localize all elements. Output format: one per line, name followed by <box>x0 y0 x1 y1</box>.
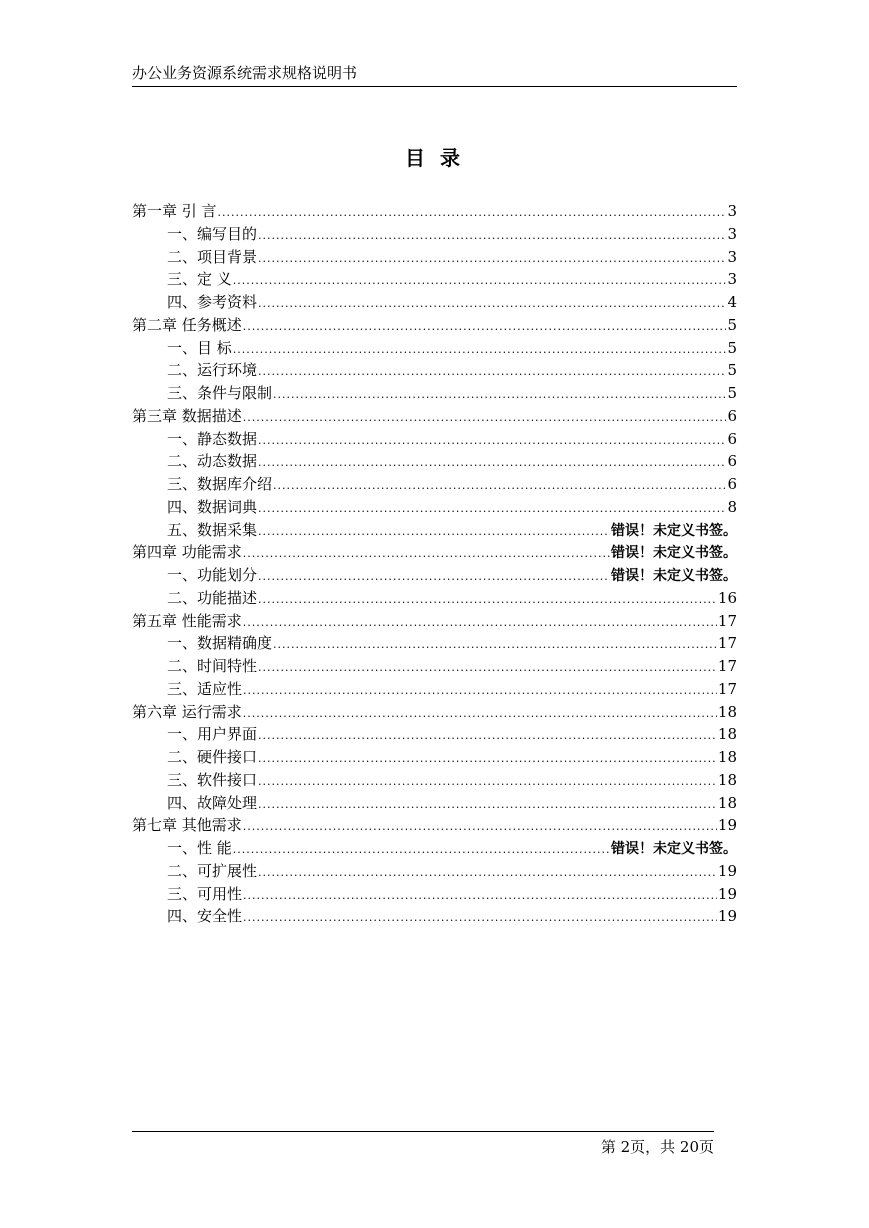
toc-section-entry[interactable] <box>132 860 737 883</box>
toc-dot-leader <box>243 680 717 703</box>
toc-section-entry[interactable] <box>132 655 737 678</box>
toc-page-number: 19 <box>717 907 737 926</box>
toc-section-entry[interactable] <box>132 792 737 815</box>
toc-entry-label: 二、硬件接口 <box>167 748 258 766</box>
toc-entry-label: 一、编写目的 <box>167 224 258 243</box>
toc-entry-label: 二、可扩展性 <box>167 861 258 880</box>
toc-entry-label: 一、用户界面 <box>167 725 258 744</box>
toc-dot-leader <box>258 862 717 885</box>
toc-dot-leader <box>233 270 727 293</box>
toc-dot-leader <box>243 703 717 726</box>
toc-page-number: 17 <box>717 634 737 653</box>
toc-section-entry[interactable] <box>132 837 737 860</box>
toc-page-number: 6 <box>727 475 737 493</box>
toc-dot-leader <box>243 407 727 430</box>
toc-entry-label: 三、数据库介绍 <box>167 475 273 493</box>
toc-entry-label: 第三章 数据描述 <box>132 406 242 425</box>
toc-page-number: 18 <box>717 770 737 789</box>
toc-bookmark-error: 错误！未定义书签。 <box>611 522 737 539</box>
toc-dot-leader <box>233 339 727 362</box>
toc-dot-leader <box>258 430 726 453</box>
toc-dot-leader <box>243 907 717 930</box>
toc-dot-leader <box>258 657 717 680</box>
toc-dot-leader <box>243 612 717 635</box>
toc-entry-label: 二、运行环境 <box>167 361 258 380</box>
toc-entry-label: 三、软件接口 <box>167 770 258 789</box>
toc-entry-label: 二、项目背景 <box>167 247 258 266</box>
toc-section-entry[interactable] <box>132 223 737 246</box>
toc-entry-label: 第六章 运行需求 <box>132 702 242 721</box>
toc-entry-label: 第七章 其他需求 <box>132 816 242 835</box>
toc-dot-leader <box>243 316 727 339</box>
toc-section-entry[interactable] <box>132 564 737 587</box>
toc-chapter-entry[interactable] <box>132 200 737 223</box>
toc-entry-label: 二、时间特性 <box>167 657 258 675</box>
toc-entry-label: 二、功能描述 <box>167 588 258 607</box>
toc-page-number: 17 <box>717 657 737 675</box>
toc-page-number: 18 <box>717 793 737 812</box>
toc-page-number: 18 <box>717 725 737 744</box>
toc-page-number: 17 <box>717 611 737 630</box>
toc-dot-leader <box>258 361 726 384</box>
toc-entry-label: 第四章 功能需求 <box>132 543 242 562</box>
toc-page-number: 16 <box>717 588 737 607</box>
toc-chapter-entry[interactable] <box>132 610 737 633</box>
toc-dot-leader <box>258 293 726 316</box>
toc-entry-label: 三、定 义 <box>167 270 232 289</box>
toc-entry-label: 第五章 性能需求 <box>132 611 242 630</box>
toc-page-number: 18 <box>717 748 737 766</box>
toc-dot-leader <box>258 589 717 612</box>
toc-dot-leader <box>243 816 717 839</box>
toc-page-number: 3 <box>727 224 737 243</box>
toc-section-entry[interactable] <box>132 519 737 542</box>
toc-dot-leader <box>258 725 717 748</box>
toc-chapter-entry[interactable] <box>132 541 737 564</box>
toc-section-entry[interactable] <box>132 905 737 928</box>
toc-section-entry[interactable] <box>132 769 737 792</box>
toc-section-entry[interactable] <box>132 678 737 701</box>
toc-chapter-entry[interactable] <box>132 405 737 428</box>
toc-section-entry[interactable] <box>132 746 737 769</box>
toc-entry-label: 三、可用性 <box>167 884 243 903</box>
toc-entry-label: 一、功能划分 <box>167 566 258 584</box>
toc-section-entry[interactable] <box>132 587 737 610</box>
toc-entry-label: 四、数据词典 <box>167 497 258 516</box>
toc-page-number: 8 <box>727 497 737 516</box>
toc-page-number: 6 <box>727 452 737 471</box>
toc-dot-leader <box>258 498 726 521</box>
toc-section-entry[interactable] <box>132 632 737 655</box>
footer-divider <box>132 1131 714 1132</box>
toc-dot-leader <box>258 566 610 589</box>
page-footer: 第 2页，共 20页 <box>600 1138 714 1156</box>
toc-section-entry[interactable] <box>132 496 737 519</box>
toc-entry-label: 一、静态数据 <box>167 429 258 448</box>
toc-entry-label: 一、数据精确度 <box>167 634 273 653</box>
toc-page-number: 17 <box>717 679 737 698</box>
toc-dot-leader <box>258 452 726 475</box>
toc-page-number: 19 <box>717 861 737 880</box>
toc-entry-label: 四、安全性 <box>167 907 243 926</box>
toc-page-number: 6 <box>727 429 737 448</box>
toc-entry-label: 四、故障处理 <box>167 793 258 812</box>
toc-page-number: 19 <box>717 884 737 903</box>
toc-section-entry[interactable] <box>132 473 737 496</box>
toc-section-entry[interactable] <box>132 291 737 314</box>
toc-page-number: 5 <box>727 361 737 380</box>
toc-page-number: 3 <box>727 270 737 289</box>
toc-dot-leader <box>243 885 717 908</box>
toc-entry-label: 第一章 引 言 <box>132 202 217 220</box>
toc-page-number: 5 <box>727 315 737 334</box>
toc-chapter-entry[interactable] <box>132 314 737 337</box>
toc-dot-leader <box>258 748 717 771</box>
toc-page-number: 4 <box>727 293 737 311</box>
toc-page-number: 6 <box>727 406 737 425</box>
toc-section-entry[interactable] <box>132 268 737 291</box>
toc-title: 目 录 <box>405 146 464 170</box>
toc-page-number: 18 <box>717 702 737 721</box>
toc-dot-leader <box>258 225 726 248</box>
toc-entry-label: 一、性 能 <box>167 839 232 857</box>
toc-entry-label: 一、目 标 <box>167 338 232 357</box>
toc-bookmark-error: 错误！未定义书签。 <box>611 841 737 857</box>
toc-entry-label: 四、参考资料 <box>167 293 258 311</box>
toc-page-number: 3 <box>727 247 737 266</box>
page-header: 办公业务资源系统需求规格说明书 <box>132 62 737 87</box>
toc-section-entry[interactable] <box>132 450 737 473</box>
toc-section-entry[interactable] <box>132 246 737 269</box>
toc-dot-leader <box>258 248 726 271</box>
toc-dot-leader <box>273 475 726 498</box>
toc-entry-label: 三、条件与限制 <box>167 384 273 402</box>
toc-bookmark-error: 错误！未定义书签。 <box>611 568 737 584</box>
toc-entry-label: 三、适应性 <box>167 679 243 698</box>
toc-section-entry[interactable] <box>132 723 737 746</box>
toc-section-entry[interactable] <box>132 337 737 360</box>
toc-section-entry[interactable] <box>132 883 737 906</box>
toc-section-entry[interactable] <box>132 359 737 382</box>
toc-entry-label: 第二章 任务概述 <box>132 315 242 334</box>
toc-page-number: 5 <box>727 338 737 357</box>
toc-dot-leader <box>258 794 717 817</box>
toc-page-number: 3 <box>727 202 737 220</box>
toc-dot-leader <box>233 839 610 862</box>
toc-entry-label: 二、动态数据 <box>167 452 258 471</box>
toc-bookmark-error: 错误！未定义书签。 <box>611 545 737 562</box>
toc-section-entry[interactable] <box>132 428 737 451</box>
toc-chapter-entry[interactable] <box>132 701 737 724</box>
toc-page-number: 19 <box>717 816 737 835</box>
toc-dot-leader <box>258 521 610 544</box>
table-of-contents <box>132 200 737 928</box>
toc-page-number: 5 <box>727 384 737 402</box>
toc-entry-label: 五、数据采集 <box>167 520 258 539</box>
toc-section-entry[interactable] <box>132 382 737 405</box>
toc-dot-leader <box>258 771 717 794</box>
toc-dot-leader <box>273 384 726 407</box>
toc-dot-leader <box>243 543 610 566</box>
toc-dot-leader <box>218 202 727 225</box>
toc-dot-leader <box>273 634 717 657</box>
toc-chapter-entry[interactable] <box>132 814 737 837</box>
